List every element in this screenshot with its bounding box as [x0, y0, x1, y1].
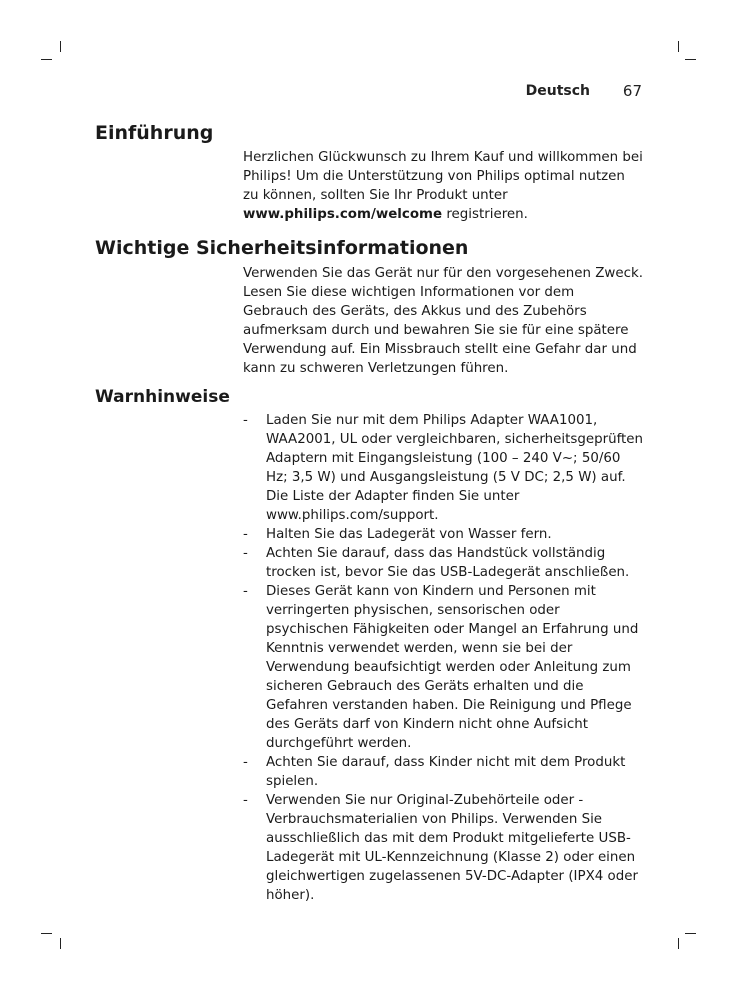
- warning-text: Halten Sie das Ladegerät von Wasser fern.: [266, 527, 552, 542]
- bullet-dash: -: [243, 546, 248, 561]
- crop-mark-bottom-right-v: [678, 938, 679, 949]
- warning-item: [243, 791, 646, 905]
- page-number: 67: [622, 82, 642, 100]
- warning-text: Dieses Gerät kann von Kindern und Personen mit verringerten physischen, sensorischen oder psychischen Fähigkeiten oder Mangel an Erfahrung und Kenntnis verwendet werden, wenn sie bei der Verwendung beaufsichtigt werden oder Anleitung zum sicheren Gebrauch des Geräts erhalten und die Gefahren verstanden haben. Die Reinigung und Pflege des Geräts darf von Kindern nicht ohne Aufsicht durchgeführt werden.: [266, 584, 639, 751]
- crop-mark-top-left-h: [41, 59, 52, 60]
- crop-mark-top-left-v: [60, 41, 61, 52]
- intro-text-before: Herzlichen Glückwunsch zu Ihrem Kauf und willkommen bei Philips! Um die Unterstützung von Philips optimal nutzen zu können, sollten Sie Ihr Produkt unter: [243, 150, 643, 203]
- warning-item: [243, 544, 646, 582]
- crop-mark-top-right-h: [685, 59, 696, 60]
- warning-item: [243, 753, 646, 791]
- crop-mark-bottom-left-v: [60, 938, 61, 949]
- warnings-heading: Warnhinweise: [95, 387, 230, 407]
- crop-mark-bottom-left-h: [41, 933, 52, 934]
- warning-item: [243, 582, 646, 753]
- warning-text: Verwenden Sie nur Original-Zubehörteile oder -Verbrauchsmaterialien von Philips. Verwenden Sie ausschließlich das mit dem Produkt mitgelieferte USB-Ladegerät mit UL-Kennzeichnung (Klasse 2) oder einen gleichwertigen zugelassenen 5V-DC-Adapter (IPX4 oder höher).: [266, 793, 638, 903]
- intro-paragraph: [243, 148, 643, 224]
- bullet-dash: -: [243, 413, 248, 428]
- header-language: Deutsch: [525, 83, 590, 99]
- warning-text: Laden Sie nur mit dem Philips Adapter WAA1001, WAA2001, UL oder vergleichbaren, sicherheitsgeprüften Adaptern mit Eingangsleistung (100 – 240 V~; 50/60 Hz; 3,5 W) und Ausgangsleistung (5 V DC; 2,5 W) auf. Die Liste der Adapter finden Sie unter www.philips.com/support.: [266, 413, 644, 523]
- crop-mark-bottom-right-h: [685, 933, 696, 934]
- crop-mark-top-right-v: [678, 41, 679, 52]
- bullet-dash: -: [243, 527, 248, 542]
- intro-text-after: registrieren.: [442, 207, 528, 222]
- warning-text: Achten Sie darauf, dass Kinder nicht mit dem Produkt spielen.: [266, 755, 626, 789]
- bullet-dash: -: [243, 584, 248, 599]
- warning-text: Achten Sie darauf, dass das Handstück vollständig trocken ist, bevor Sie das USB-Ladegerät anschließen.: [266, 546, 630, 580]
- safety-heading: Wichtige Sicherheitsinformationen: [95, 237, 469, 259]
- safety-paragraph: Verwenden Sie das Gerät nur für den vorgesehenen Zweck. Lesen Sie diese wichtigen Informationen vor dem Gebrauch des Geräts, des Akkus und des Zubehörs aufmerksam durch und bewahren Sie sie für eine spätere Verwendung auf. Ein Missbrauch stellt eine Gefahr dar und kann zu schweren Verletzungen führen.: [243, 266, 643, 376]
- warning-item: [243, 525, 646, 544]
- bullet-dash: -: [243, 755, 248, 770]
- bullet-dash: -: [243, 793, 248, 808]
- warning-item: [243, 411, 646, 525]
- warnings-list: [243, 411, 646, 905]
- welcome-url: www.philips.com/welcome: [243, 207, 443, 222]
- intro-heading: Einführung: [95, 122, 214, 144]
